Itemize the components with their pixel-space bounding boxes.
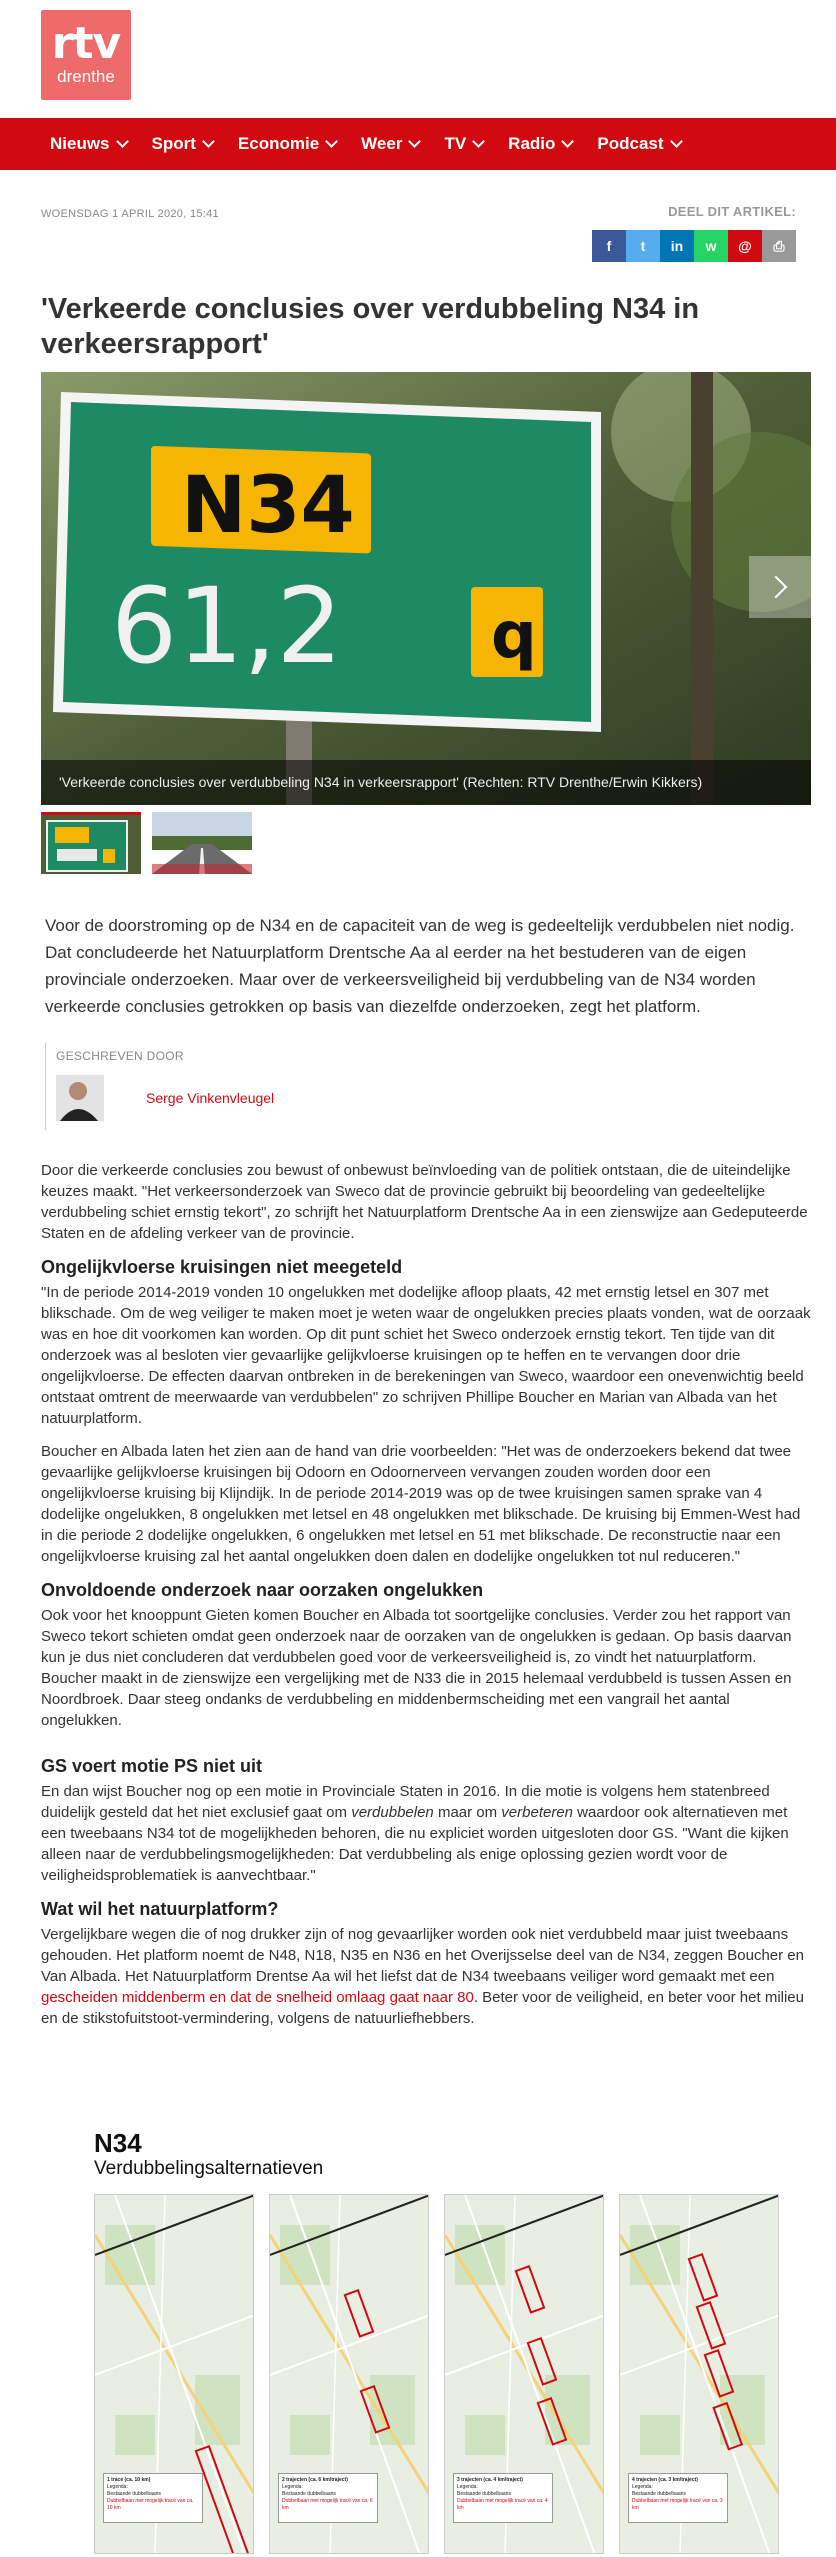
text-run: . Beter voor de veiligheid, en beter voor het milieu en de stikstofuitstoot-vermindering, volgens de natuurliefhebbers. [41,1989,804,2027]
paragraph: Ook voor het knooppunt Gieten komen Boucher en Albada tot soortgelijke conclusies. Verder zou het rapport van Sweco tekort schieten omdat geen onderzoek naar de oorzaken van de ongelukken is gedaan. Op basis daarvan kun je dus niet concluderen dat verdubbelen goed voor de verkeersveiligheid is, zo vindt het natuurplatform. Boucher maakt in de zienswijze een vergelijking met de N33 die in 2015 helemaal verdubbeld is tussen Assen en Noordbroek. Daar steeg ondanks de verdubbeling en middenbermscheiding met een vangrail het aantal ongelukken. [41,1607,792,1729]
map-panel [619,2194,779,2554]
map-panels [94,2194,779,2554]
article-body [41,1160,811,2041]
nav-label: Weer [361,134,403,153]
author-box [45,1043,345,1130]
whatsapp-icon[interactable]: w [694,230,728,262]
article-title: 'Verkeerde conclusies over verdubbeling N34 in verkeersrapport' [41,293,700,360]
legend-title: 3 trajecten (ca. 4 km/traject) [457,2477,523,2483]
print-icon[interactable]: ⎙ [762,230,796,262]
figure-subtitle: Verdubbelingsalternatieven [94,2158,324,2179]
nav-item-economie[interactable] [238,134,336,154]
nav-label: Nieuws [50,134,110,153]
chevron-down-icon [472,135,485,148]
map-legend [103,2473,203,2523]
share-buttons [592,230,796,262]
thumbnail-sign-image [41,815,141,874]
twitter-icon[interactable]: t [626,230,660,262]
sign-distance: 61,2 [111,565,343,687]
paragraph: Boucher en Albada laten het zien aan de hand van drie voorbeelden: "Het was de onderzoekers bekend dat twee gevaarlijke gelijkvloerse kruisingen bij Odoorn en Odoornerveen vervangen zouden worden door een ongelijkvloerse kruising bij Klijndijk. In de periode 2014-2019 was op de twee kruisingen samen sprake van 4 dodelijke ongelukken, 8 ongelukken met letsel en 48 ongelukken met blikschade. De kruising bij Emmen-West had in die periode 2 dodelijke ongelukken, 6 ongelukken met letsel en 51 met blikschade. De reconstructie naar een ongelijkvloerse kruising zal het aantal ongelukken doen dalen en dodelijke ongelukken tot nul reduceren." [41,1443,801,1565]
legend-title: 1 tracé (ca. 10 km) [107,2477,151,2483]
facebook-icon[interactable]: f [592,230,626,262]
author-photo [56,1075,104,1121]
chevron-down-icon [325,135,338,148]
author-avatar[interactable] [56,1075,104,1121]
chevron-right-icon [765,576,788,599]
chevron-down-icon [116,135,129,148]
legend-item: Bestaande dubbelbaans [282,2491,336,2497]
main-nav [0,118,836,170]
figure-title: N34 [94,2128,142,2158]
map-legend [453,2473,553,2523]
map-panel [444,2194,604,2554]
nav-label: Economie [237,134,320,153]
thumbnail-road[interactable] [152,812,252,874]
text-run: Vergelijkbare wegen die of nog drukker zijn of nog gevaarlijker worden ook niet verdubbeld maar juist tweebaans gehouden. Het platform noemt de N48, N18, N35 en N36 en het Overijsselse deel van de N34, zeggen Boucher en Van Albada. Het Natuurplatform Drentse Aa wil het liefst dat de N34 tweebaans veiliger word gemaakt met een [41,1926,804,1985]
thumbnail-strip [41,812,263,874]
hero-image-slider [41,372,811,805]
logo-text-bottom: drenthe [57,67,115,86]
nav-item-weer[interactable] [361,134,419,154]
thumbnail-road-image [152,812,252,874]
paragraph: "In de periode 2014-2019 vonden 10 ongelukken met dodelijke afloop plaats, 42 met ernstig letsel en 307 met blikschade. Om de weg veiliger te maken moet je weten waar de ongelukken precies plaats vonden, wat de oorzaak was en hoe dit voorkomen kan worden. Op dit punt schiet het Sweco onderzoek ernstig tekort. Ten tijde van dit onderzoek was al besloten vier gevaarlijke gelijkvloerse kruisingen op te heffen en te vervangen door drie ongelijkvloerse. De effecten daarvan ontbreken in de berekeningen van Sweco, waardoor een onevenwichtig beeld ontstaat omtrent de meerwaarde van verdubbelen" zo schrijven Phillipe Boucher en Marian van Albada van het natuurplatform. [41,1284,811,1427]
map-panel [269,2194,429,2554]
text-run: maar om [433,1804,502,1821]
chevron-down-icon [562,135,575,148]
emphasis: verdubbelen [351,1804,434,1821]
nav-label: Sport [151,134,196,153]
subheading: GS voert motie PS niet uit [41,1756,263,1776]
author-link[interactable]: Serge Vinkenvleugel [146,1090,275,1106]
rtv-drenthe-logo[interactable] [41,10,131,100]
chevron-down-icon [409,135,422,148]
paragraph: Door die verkeerde conclusies zou bewust of onbewust beïnvloeding van de politiek ontstaan, die de uiteindelijke keuzes maakt. "Het verkeersonderzoek van Sweco dat de provincie gebruikt bij beoordeling van gedeeltelijke verdubbeling schiet ernstig tekort", zo schrijft het Natuurplatform Drentsche Aa in een zienswijze aan Gedeputeerde Staten en de afdeling verkeer van de provincie. [41,1162,808,1242]
nav-item-nieuws[interactable] [50,134,127,154]
next-slide-button[interactable] [749,556,811,618]
legend-item: Dubbelbaan met mogelijk tracé van ca. 3 km [632,2498,723,2511]
article-lead: Voor de doorstroming op de N34 en de capaciteit van de weg is gedeeltelijk verdubbelen niet nodig. Dat concludeerde het Natuurplatform Drentsche Aa al eerder na het bestuderen van de eigen provinciale onderzoeken. Maar over de verkeersveiligheid bij verdubbeling van de N34 worden verkeerde conclusies getrokken op basis van diezelfde onderzoeken, zegt het platform. [45,916,795,1016]
legend-label: Legenda: [632,2484,653,2490]
nav-item-sport[interactable] [152,134,213,154]
nav-label: Radio [508,134,556,153]
chevron-down-icon [202,135,215,148]
subheading: Ongelijkvloerse kruisingen niet meegeteld [41,1257,403,1277]
legend-label: Legenda: [282,2484,303,2490]
author-label: GESCHREVEN DOOR [56,1049,184,1063]
sign-letter: q [491,599,537,673]
text-run: waardoor ook alternatieven met een tweebaans N34 tot de mogelijkheden behoren, die nu expliciet worden uitgesloten door GS. "Want die kijken alleen naar de verdubbelingsmogelijkheden: Dat verdubbeling als enige oplossing gezien wordt voor de veiligheidsproblematiek is aanvechtbaar." [41,1804,789,1884]
legend-label: Legenda: [457,2484,478,2490]
emphasis: verbeteren [501,1804,574,1821]
share-label: DEEL DIT ARTIKEL: [668,204,796,219]
subheading: Onvoldoende onderzoek naar oorzaken ongelukken [41,1580,484,1600]
paragraph [41,1924,811,2029]
thumbnail-road-sign[interactable] [41,812,141,874]
chevron-down-icon [670,135,683,148]
nav-item-radio[interactable] [508,134,572,154]
road-sign-photo [41,372,811,805]
article-date: WOENSDAG 1 APRIL 2020, 15:41 [41,208,219,220]
map-panel [94,2194,254,2554]
sign-road-number: N34 [181,461,355,551]
logo-text-top: rtv [51,18,121,69]
nav-label: TV [444,134,467,153]
hero-caption: 'Verkeerde conclusies over verdubbeling N34 in verkeersrapport' (Rechten: RTV Drenthe/Erwin Kikkers) [41,760,811,805]
nav-label: Podcast [597,134,664,153]
legend-title: 2 trajecten (ca. 6 km/traject) [282,2477,348,2483]
map-legend [278,2473,378,2523]
nav-item-podcast[interactable] [597,134,680,154]
linkedin-icon[interactable]: in [660,230,694,262]
n34-alternatives-figure [94,2128,779,2557]
legend-item: Bestaande dubbelbaans [632,2491,686,2497]
legend-item: Dubbelbaan met mogelijk tracé van ca. 10 km [107,2498,194,2511]
email-icon[interactable]: @ [728,230,762,262]
legend-item: Dubbelbaan met mogelijk tracé van ca. 6 km [282,2498,373,2511]
legend-label: Legenda: [107,2484,128,2490]
map-legend [628,2473,728,2523]
legend-item: Bestaande dubbelbaans [457,2491,511,2497]
inline-link[interactable]: gescheiden middenberm en dat de snelheid omlaag gaat naar 80 [41,1989,474,2006]
text-run: En dan wijst Boucher nog op een motie in Provinciale Staten in 2016. In die motie is volgens hem statenbreed duidelijk gesteld dat het niet exclusief gaat om [41,1783,770,1821]
legend-item: Bestaande dubbelbaans [107,2491,161,2497]
legend-item: Dubbelbaan met mogelijk tracé van ca. 4 km [457,2498,548,2511]
paragraph [41,1781,811,1886]
legend-title: 4 trajecten (ca. 3 km/traject) [632,2477,698,2483]
nav-item-tv[interactable] [444,134,483,154]
subheading: Wat wil het natuurplatform? [41,1899,279,1919]
